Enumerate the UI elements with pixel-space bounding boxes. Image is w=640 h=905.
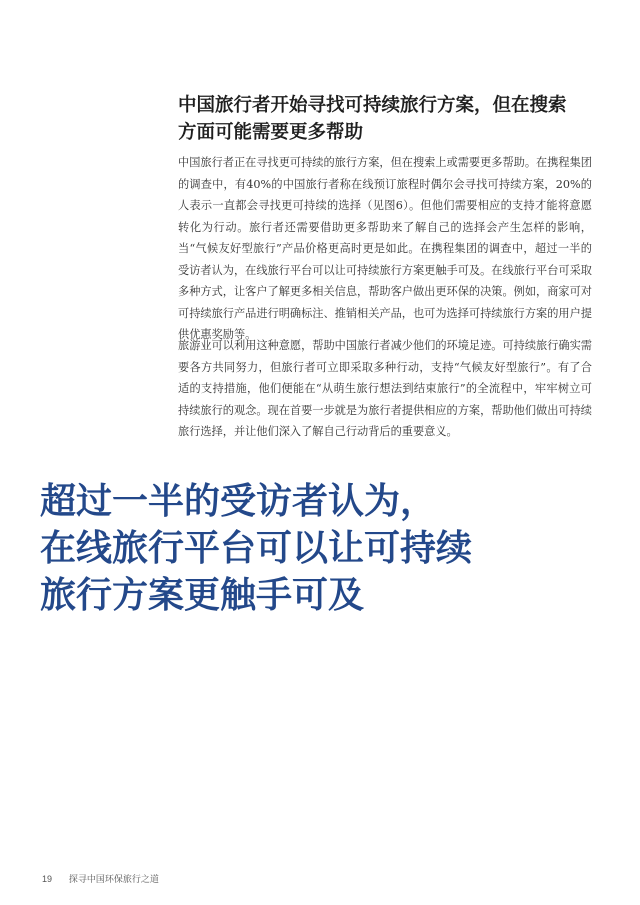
heading-line: 方面可能需要更多帮助 (178, 122, 364, 143)
page-footer (42, 872, 159, 885)
pull-quote-line: 在线旅行平台可以让可持续 (40, 527, 473, 569)
page-number: 19 (42, 874, 53, 884)
section-heading (178, 92, 598, 146)
footer-title: 探寻中国环保旅行之道 (68, 875, 159, 885)
pull-quote (40, 478, 600, 619)
body-paragraph: 旅游业可以利用这种意愿，帮助中国旅行者减少他们的环境足迹。可持续旅行确实需要各方共同努力，但旅行者可立即采取多种行动，支持“气候友好型旅行”。有了合适的支持措施，他们便能在“从萌生旅行想法到结束旅行”的全流程中，牢牢树立可持续旅行的观念。现在首要一步就是为旅行者提供相应的方案，帮助他们做出可持续旅行选择，并让他们深入了解自己行动背后的重要意义。 (178, 339, 592, 438)
heading-line: 中国旅行者开始寻找可持续旅行方案，但在搜索 (178, 95, 567, 116)
body-paragraph: 中国旅行者正在寻找更可持续的旅行方案，但在搜索上或需要更多帮助。在携程集团的调查中，有40%的中国旅行者称在线预订旅程时偶尔会寻找可持续方案，20%的人表示一直都会寻找更可持续的选择（见图6）。但他们需要相应的支持才能将意愿转化为行动。旅行者还需要借助更多帮助来了解自己的选择会产生怎样的影响，当“气候友好型旅行”产品价格更高时更是如此。在携程集团的调查中，超过一半的受访者认为，在线旅行平台可以让可持续旅行方案更触手可及。在线旅行平台可采取多种方式，让客户了解更多相关信息，帮助客户做出更环保的决策。例如，商家可对可持续旅行产品进行明确标注、推销相关产品，也可为选择可持续旅行方案的用户提供优惠奖励等。 (178, 156, 592, 341)
pull-quote-line: 旅行方案更触手可及 (40, 574, 365, 616)
pull-quote-line: 超过一半的受访者认为， (40, 480, 437, 522)
